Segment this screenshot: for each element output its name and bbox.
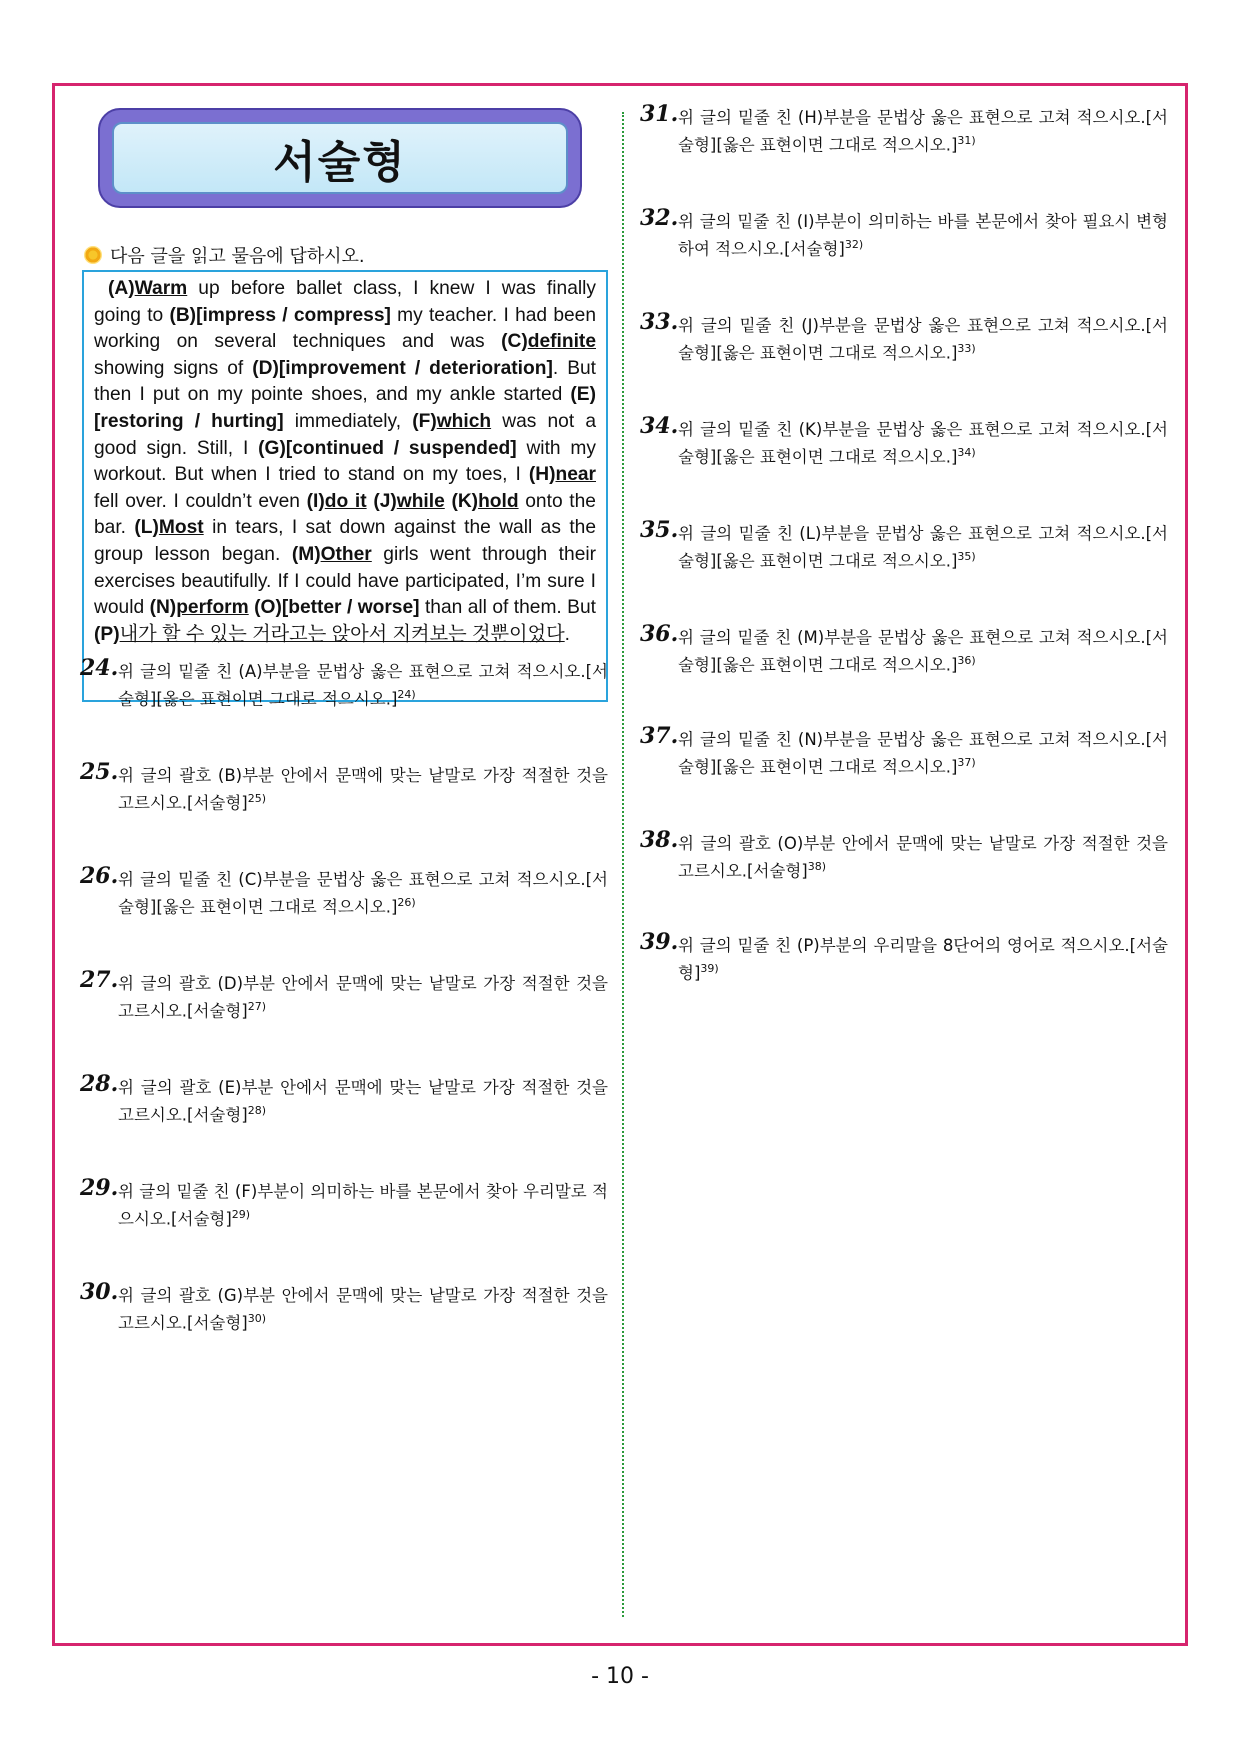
question-text: 위 글의 밑줄 친 (C)부분을 문법상 옳은 표현으로 고쳐 적으시오.[서술형][옳은 표현이면 그대로 적으시오.] xyxy=(118,870,608,917)
question-number: 25. xyxy=(80,759,119,785)
passage-segment: in tears, I sat down against the wall as the group lesson began. xyxy=(94,517,596,565)
footnote-ref: 27) xyxy=(247,1000,266,1013)
section-title: 서술형 xyxy=(273,137,407,188)
section-title-banner xyxy=(98,108,582,208)
question-item xyxy=(640,101,1168,157)
question-number: 26. xyxy=(80,863,119,889)
passage-segment: fell over. I couldn’t even xyxy=(94,490,307,512)
passage-segment: (L) xyxy=(134,517,159,539)
passage-segment: (J) xyxy=(373,490,397,512)
question-text: 위 글의 밑줄 친 (K)부분을 문법상 옳은 표현으로 고쳐 적으시오.[서술형][옳은 표현이면 그대로 적으시오.] xyxy=(678,420,1168,467)
question-text: 위 글의 밑줄 친 (P)부분의 우리말을 8단어의 영어로 적으시오.[서술형] xyxy=(678,936,1168,983)
passage-segment: (M) xyxy=(291,543,321,565)
question-number: 36. xyxy=(640,621,679,647)
instruction xyxy=(84,242,365,268)
question-text: 위 글의 괄호 (G)부분 안에서 문맥에 맞는 낱말로 가장 적절한 것을 고르시오.[서술형] xyxy=(118,1286,608,1333)
passage-segment: Other xyxy=(320,543,372,565)
question-text: 위 글의 밑줄 친 (H)부분을 문법상 옳은 표현으로 고쳐 적으시오.[서술형][옳은 표현이면 그대로 적으시오.] xyxy=(678,108,1168,155)
passage-segment: with my workout. But when I tried to stand on my toes, I xyxy=(94,437,596,486)
passage-segment: (O)[better / worse] xyxy=(254,597,420,619)
passage-segment: perform xyxy=(176,597,249,619)
question-item xyxy=(640,517,1168,573)
footnote-ref: 37) xyxy=(957,756,976,769)
question-number: 35. xyxy=(640,517,679,543)
footnote-ref: 36) xyxy=(957,654,976,667)
column-divider xyxy=(622,112,624,1617)
footnote-ref: 24) xyxy=(397,688,416,701)
question-text: 위 글의 괄호 (D)부분 안에서 문맥에 맞는 낱말로 가장 적절한 것을 고르시오.[서술형] xyxy=(118,974,608,1021)
passage-segment: (I) xyxy=(306,490,325,512)
passage-segment: 내가 할 수 있는 거라고는 앉아서 지켜보는 것뿐이었다 xyxy=(119,623,565,645)
footnote-ref: 25) xyxy=(247,792,266,805)
passage-segment: Most xyxy=(158,517,204,539)
question-text: 위 글의 괄호 (B)부분 안에서 문맥에 맞는 낱말로 가장 적절한 것을 고르시오.[서술형] xyxy=(118,766,608,813)
question-text: 위 글의 괄호 (E)부분 안에서 문맥에 맞는 낱말로 가장 적절한 것을 고르시오.[서술형] xyxy=(118,1078,608,1125)
footnote-ref: 32) xyxy=(844,238,864,251)
footnote-ref: 28) xyxy=(247,1104,266,1117)
question-item xyxy=(80,1175,608,1231)
passage-segment: definite xyxy=(527,331,596,353)
passage-segment: (F) xyxy=(412,410,437,432)
question-item xyxy=(80,655,608,711)
passage-segment: Warm xyxy=(134,278,188,299)
passage-segment: immediately, xyxy=(283,410,413,432)
passage-segment: girls went through their exercises beautifully. If I could have participated, I’m sure I would xyxy=(94,543,597,619)
question-text: 위 글의 밑줄 친 (F)부분이 의미하는 바를 본문에서 찾아 우리말로 적으시오.[서술형] xyxy=(118,1182,608,1229)
question-number: 24. xyxy=(80,655,119,681)
passage-segment: which xyxy=(436,410,492,432)
passage-segment: (G)[continued / suspended] xyxy=(258,437,517,459)
question-number: 34. xyxy=(640,413,679,439)
question-item xyxy=(640,929,1168,985)
question-item xyxy=(640,413,1168,469)
passage-segment: (H) xyxy=(528,464,556,486)
footnote-ref: 39) xyxy=(700,962,719,975)
page-number: - 10 - xyxy=(591,1664,649,1689)
passage-segment: (A) xyxy=(108,278,135,299)
question-item xyxy=(80,759,608,815)
passage-box xyxy=(82,270,608,702)
question-number: 30. xyxy=(80,1279,119,1305)
footnote-ref: 26) xyxy=(397,896,416,909)
passage-segment: (B)[impress / compress] xyxy=(169,304,391,326)
passage-segment: was not a good sign. Still, I xyxy=(94,410,597,459)
question-number: 39. xyxy=(640,929,679,955)
question-text: 위 글의 밑줄 친 (A)부분을 문법상 옳은 표현으로 고쳐 적으시오.[서술형][옳은 표현이면 그대로 적으시오.] xyxy=(118,662,608,709)
question-text: 위 글의 밑줄 친 (N)부분을 문법상 옳은 표현으로 고쳐 적으시오.[서술형][옳은 표현이면 그대로 적으시오.] xyxy=(678,730,1168,777)
passage-segment: my teacher. I had been working on several techniques and was xyxy=(94,304,597,353)
question-item xyxy=(640,205,1168,261)
footnote-ref: 29) xyxy=(231,1208,251,1221)
footnote-ref: 38) xyxy=(807,860,826,873)
passage-segment: do it xyxy=(324,490,367,512)
question-number: 28. xyxy=(80,1071,119,1097)
passage-segment: near xyxy=(555,464,596,486)
instruction-text: 다음 글을 읽고 물음에 답하시오. xyxy=(110,246,365,267)
footnote-ref: 33) xyxy=(957,342,976,355)
question-item xyxy=(80,1071,608,1127)
footnote-ref: 35) xyxy=(957,550,976,563)
question-item xyxy=(640,723,1168,779)
passage-segment: (N) xyxy=(149,597,177,619)
flower-icon xyxy=(84,246,102,264)
question-item xyxy=(80,967,608,1023)
question-number: 38. xyxy=(640,827,679,853)
passage-segment: than all of them. But xyxy=(419,597,596,619)
passage-segment: showing signs of xyxy=(94,357,253,379)
passage-segment: hold xyxy=(478,490,519,512)
question-item xyxy=(640,309,1168,365)
question-text: 위 글의 밑줄 친 (L)부분을 문법상 옳은 표현으로 고쳐 적으시오.[서술형][옳은 표현이면 그대로 적으시오.] xyxy=(678,524,1168,571)
question-item xyxy=(640,621,1168,677)
passage-segment: . But then I put on my pointe shoes, and my ankle started xyxy=(94,357,597,406)
question-number: 31. xyxy=(640,101,679,127)
question-number: 32. xyxy=(640,205,679,231)
question-text: 위 글의 밑줄 친 (I)부분이 의미하는 바를 본문에서 찾아 필요시 변형하여 적으시오.[서술형] xyxy=(678,212,1168,259)
question-item xyxy=(640,827,1168,883)
passage-segment: (D)[improvement / deterioration] xyxy=(252,357,553,379)
passage-segment: onto the bar. xyxy=(94,490,596,539)
passage-segment: (K) xyxy=(451,490,479,512)
question-item xyxy=(80,1279,608,1335)
passage-segment: (P) xyxy=(94,623,120,645)
question-text: 위 글의 괄호 (O)부분 안에서 문맥에 맞는 낱말로 가장 적절한 것을 고르시오.[서술형] xyxy=(678,834,1168,881)
passage-segment: . xyxy=(564,623,571,645)
question-number: 27. xyxy=(80,967,119,993)
question-text: 위 글의 밑줄 친 (J)부분을 문법상 옳은 표현으로 고쳐 적으시오.[서술형][옳은 표현이면 그대로 적으시오.] xyxy=(678,316,1168,363)
question-text: 위 글의 밑줄 친 (M)부분을 문법상 옳은 표현으로 고쳐 적으시오.[서술형][옳은 표현이면 그대로 적으시오.] xyxy=(678,628,1168,675)
passage-segment: up before ballet class, I knew I was finally going to xyxy=(94,278,596,326)
footnote-ref: 34) xyxy=(957,446,976,459)
question-number: 29. xyxy=(80,1175,119,1201)
question-number: 37. xyxy=(640,723,679,749)
passage-text xyxy=(94,276,596,648)
footnote-ref: 30) xyxy=(247,1312,266,1325)
passage-segment: while xyxy=(396,490,445,512)
passage-segment: (C) xyxy=(501,331,528,353)
section-title-panel xyxy=(112,122,568,194)
question-number: 33. xyxy=(640,309,679,335)
passage-segment: (E)[restoring / hurting] xyxy=(94,384,596,432)
footnote-ref: 31) xyxy=(957,134,976,147)
question-item xyxy=(80,863,608,919)
